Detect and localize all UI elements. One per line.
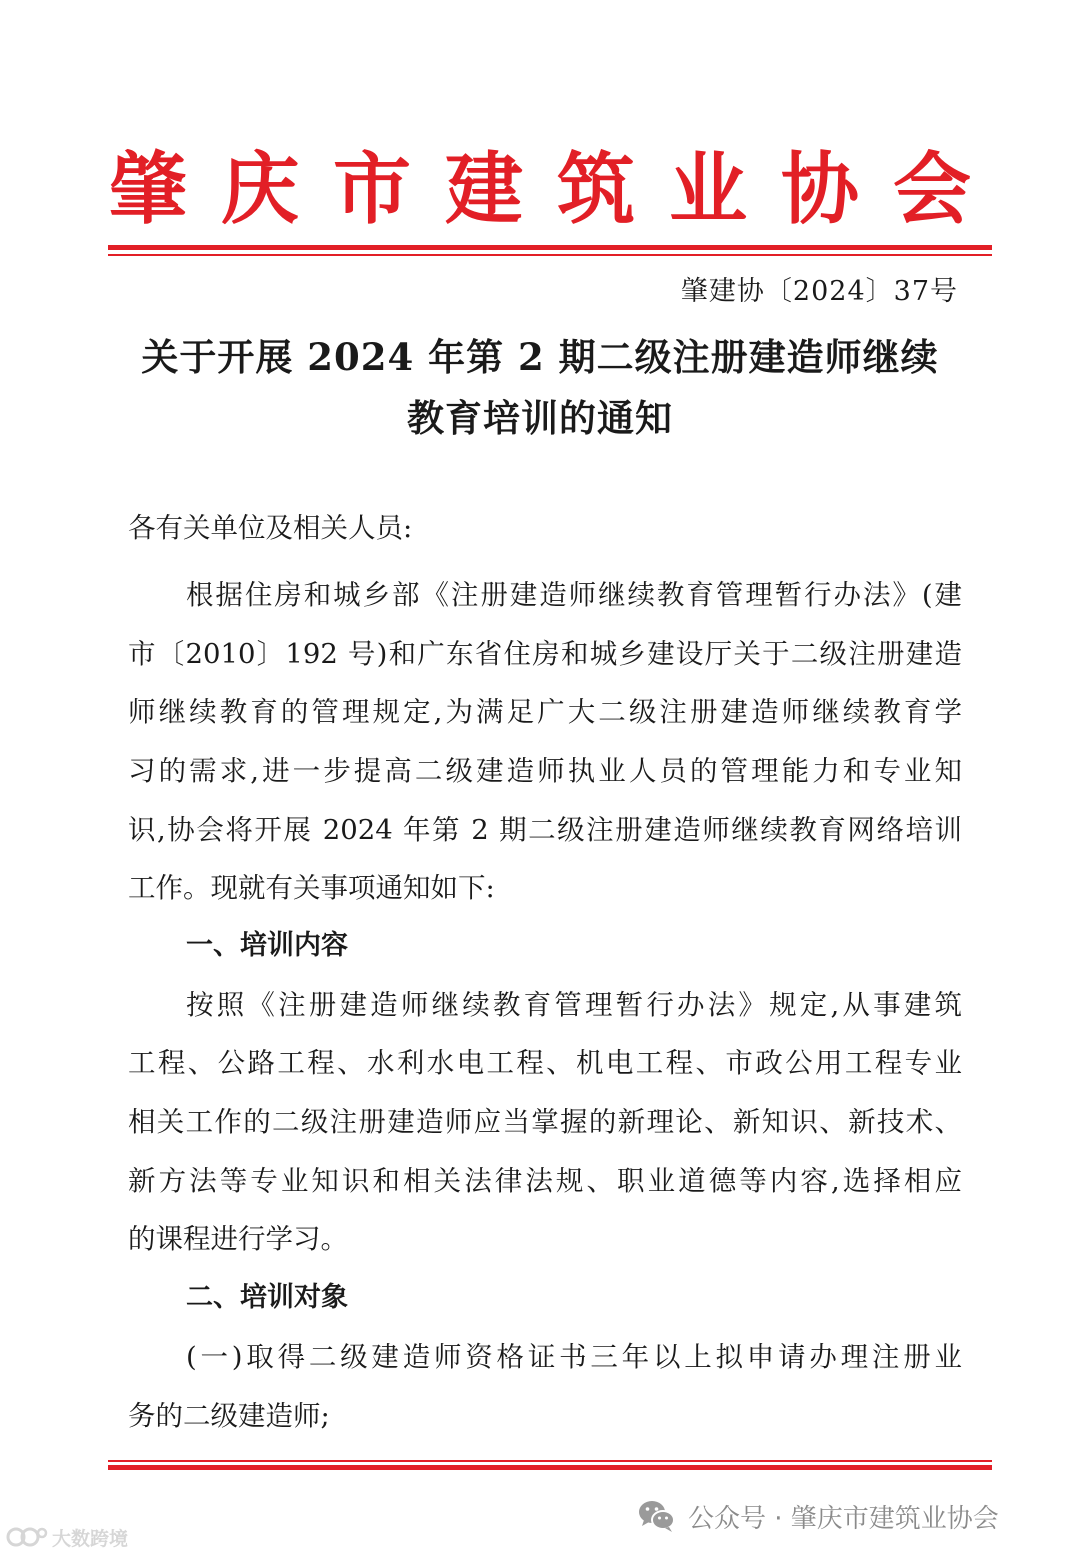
wechat-account-credit bbox=[638, 1494, 999, 1538]
document-title-line-2: 教育培训的通知 bbox=[407, 396, 673, 440]
section2-line: 务的二级建造师; bbox=[128, 1400, 330, 1432]
section1-line: 新方法等专业知识和相关法律法规、职业道德等内容,选择相应 bbox=[128, 1165, 962, 1197]
section1-line: 的课程进行学习。 bbox=[128, 1223, 348, 1255]
section1-line: 工程、公路工程、水利水电工程、机电工程、市政公用工程专业 bbox=[128, 1047, 962, 1079]
org-name-header: 肇庆市建筑业协会 bbox=[108, 144, 1005, 235]
wechat-account-label: 公众号 · 肇庆市建筑业协会 bbox=[688, 1503, 999, 1534]
header-red-rule-thick bbox=[108, 245, 992, 250]
section1-line: 按照《注册建造师继续教育管理暂行办法》规定,从事建筑 bbox=[186, 989, 962, 1021]
watermark-text: 大数跨境 bbox=[52, 1527, 129, 1550]
intro-line: 习的需求,进一步提高二级建造师执业人员的管理能力和专业知 bbox=[128, 755, 962, 787]
document-title-line-1: 关于开展 2024 年第 2 期二级注册建造师继续 bbox=[141, 335, 939, 379]
intro-line: 根据住房和城乡部《注册建造师继续教育管理暂行办法》(建 bbox=[186, 579, 962, 611]
intro-line: 识,协会将开展 2024 年第 2 期二级注册建造师继续教育网络培训 bbox=[128, 814, 962, 846]
footer-red-rule-thick bbox=[108, 1465, 992, 1470]
section-heading-training-target: 二、培训对象 bbox=[186, 1282, 348, 1313]
wechat-icon bbox=[638, 1499, 676, 1533]
watermark-logo-icon bbox=[6, 1525, 48, 1549]
intro-line: 师继续教育的管理规定,为满足广大二级注册建造师继续教育学 bbox=[128, 696, 962, 728]
section2-line: (一)取得二级建造师资格证书三年以上拟申请办理注册业 bbox=[186, 1341, 962, 1373]
header-red-rule-thin bbox=[108, 254, 992, 256]
section-heading-training-content: 一、培训内容 bbox=[186, 930, 348, 961]
intro-line: 市〔2010〕192 号)和广东省住房和城乡建设厅关于二级注册建造 bbox=[128, 638, 962, 670]
footer-red-rule-thin bbox=[108, 1460, 992, 1462]
salutation: 各有关单位及相关人员: bbox=[128, 512, 413, 544]
intro-line: 工作。现就有关事项通知如下: bbox=[128, 872, 495, 904]
document-number: 肇建协〔2024〕37号 bbox=[680, 276, 958, 307]
watermark bbox=[6, 1522, 128, 1552]
section1-line: 相关工作的二级注册建造师应当掌握的新理论、新知识、新技术、 bbox=[128, 1106, 962, 1138]
